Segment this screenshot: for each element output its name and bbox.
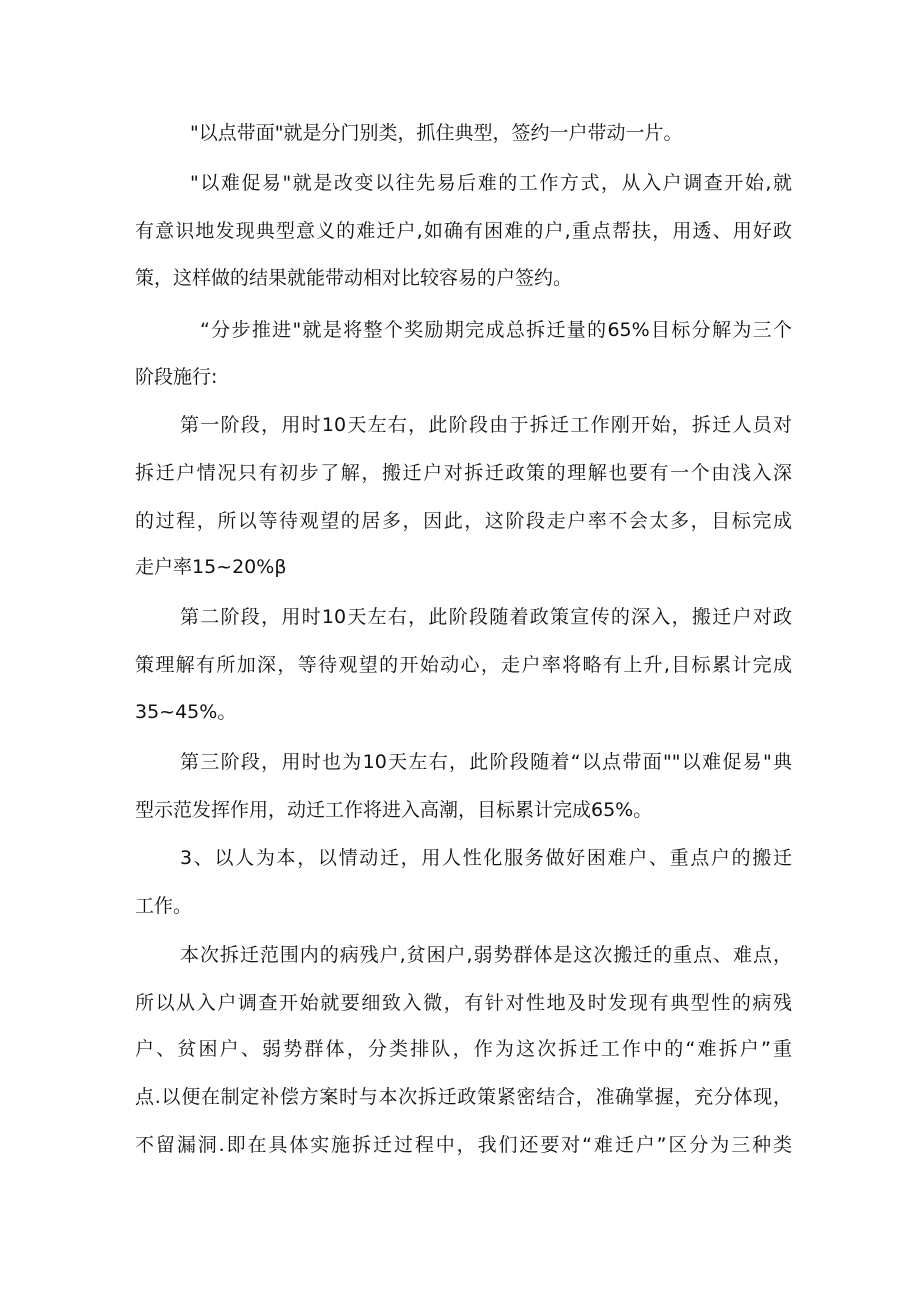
text-line: 本次拆迁范围内的病残户,贫困户,弱势群体是这次搬迁的重点、难点， <box>180 944 792 966</box>
text-line: "以难促易"就是改变以往先易后难的工作方式，从入户调查开始,就 <box>190 172 792 194</box>
text-line: 型示范发挥作用，动迁工作将进入高潮，目标累计完成65%。 <box>135 799 653 821</box>
text-line: 的过程，所以等待观望的居多，因此，这阶段走户率不会太多，目标完成 <box>135 510 792 532</box>
text-line: 第一阶段，用时10天左右，此阶段由于拆迁工作刚开始，拆迁人员对 <box>180 414 792 436</box>
text-line: 不留漏洞.即在具体实施拆迁过程中，我们还要对“难迁户”区分为三种类 <box>135 1134 792 1156</box>
text-line: 策理解有所加深，等待观望的开始动心，走户率将略有上升,目标累计完成 <box>135 654 792 676</box>
text-line: 有意识地发现典型意义的难迁户,如确有困难的户,重点帮扶，用透、用好政 <box>135 220 792 242</box>
text-line: 35~45%。 <box>135 701 237 723</box>
text-line: 第二阶段，用时10天左右，此阶段随着政策宣传的深入，搬迁户对政 <box>180 606 792 628</box>
text-line: 拆迁户情况只有初步了解，搬迁户对拆迁政策的理解也要有一个由浅入深 <box>135 462 792 484</box>
text-line: 策，这样做的结果就能带动相对比较容易的户签约。 <box>135 267 573 289</box>
text-line: 走户率15~20%β <box>135 556 287 578</box>
section-heading-line: 工作。 <box>135 895 193 917</box>
text-line: 第三阶段，用时也为10天左右，此阶段随着“以点带面""以难促易"典 <box>180 751 792 773</box>
text-line: 点.以便在制定补偿方案时与本次拆迁政策紧密结合，准确掌握，充分体现， <box>135 1086 792 1108</box>
section-heading-line: 3、以人为本，以情动迁，用人性化服务做好困难户、重点户的搬迁 <box>180 847 792 869</box>
text-line: “分步推进"就是将整个奖励期完成总拆迁量的65%目标分解为三个 <box>200 319 792 341</box>
text-line: 户、贫困户、弱势群体，分类排队，作为这次拆迁工作中的“难拆户”重 <box>135 1038 792 1060</box>
text-line: 阶段施行: <box>135 366 218 388</box>
text-line: "以点带面"就是分门别类，抓住典型，签约一户带动一片。 <box>190 122 683 144</box>
text-line: 所以从入户调查开始就要细致入微，有针对性地及时发现有典型性的病残 <box>135 992 792 1014</box>
